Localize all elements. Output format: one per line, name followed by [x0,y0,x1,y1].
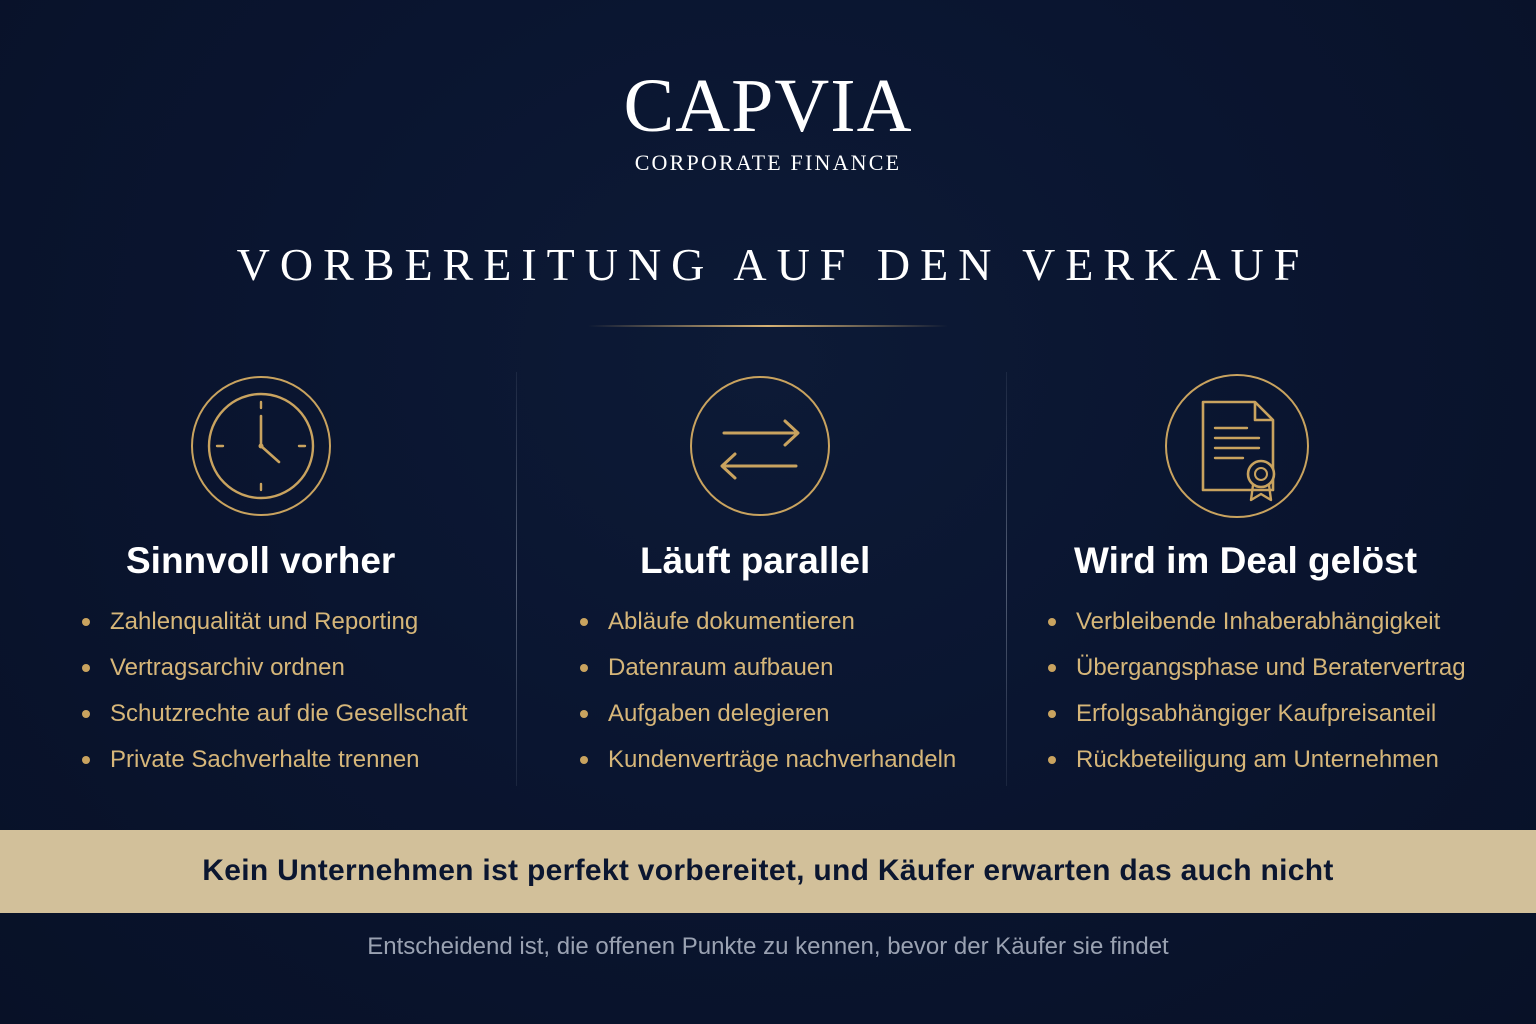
gold-divider-line [588,325,948,327]
brand-name: CAPVIA [623,64,913,148]
swap-arrows-icon [690,376,830,516]
brand-subtitle: CORPORATE FINANCE [634,150,902,175]
list-item: Schutzrechte auf die Gesellschaft [82,696,468,742]
column-divider [1006,372,1007,786]
clock-icon [191,376,331,516]
column-list [1048,604,1466,788]
column-title: Läuft parallel [640,540,871,581]
list-item: Private Sachverhalte trennen [82,742,468,788]
key-message-banner [0,830,1536,913]
column-list [580,604,956,788]
list-item: Übergangsphase und Beratervertrag [1048,650,1466,696]
column-divider [516,372,517,786]
certificate-document-icon [1165,374,1309,518]
list-item: Verbleibende Inhaberabhängigkeit [1048,604,1466,650]
column-title: Wird im Deal gelöst [1074,540,1418,581]
brand-logo [0,66,1536,176]
banner-text: Kein Unternehmen ist perfekt vorbereitet, und Käufer erwarten das auch nicht [202,854,1334,887]
column-list [82,604,468,788]
list-item: Zahlenqualität und Reporting [82,604,468,650]
list-item: Erfolgsabhängiger Kaufpreisanteil [1048,696,1466,742]
list-item: Rückbeteiligung am Unternehmen [1048,742,1466,788]
footer-note: Entscheidend ist, die offenen Punkte zu kennen, bevor der Käufer sie findet [367,933,1169,960]
list-item: Abläufe dokumentieren [580,604,956,650]
list-item: Vertragsarchiv ordnen [82,650,468,696]
list-item: Aufgaben delegieren [580,696,956,742]
column-title: Sinnvoll vorher [126,540,396,581]
list-item: Kundenverträge nachverhandeln [580,742,956,788]
page-title: VORBEREITUNG AUF DEN VERKAUF [236,239,1310,290]
list-item: Datenraum aufbauen [580,650,956,696]
